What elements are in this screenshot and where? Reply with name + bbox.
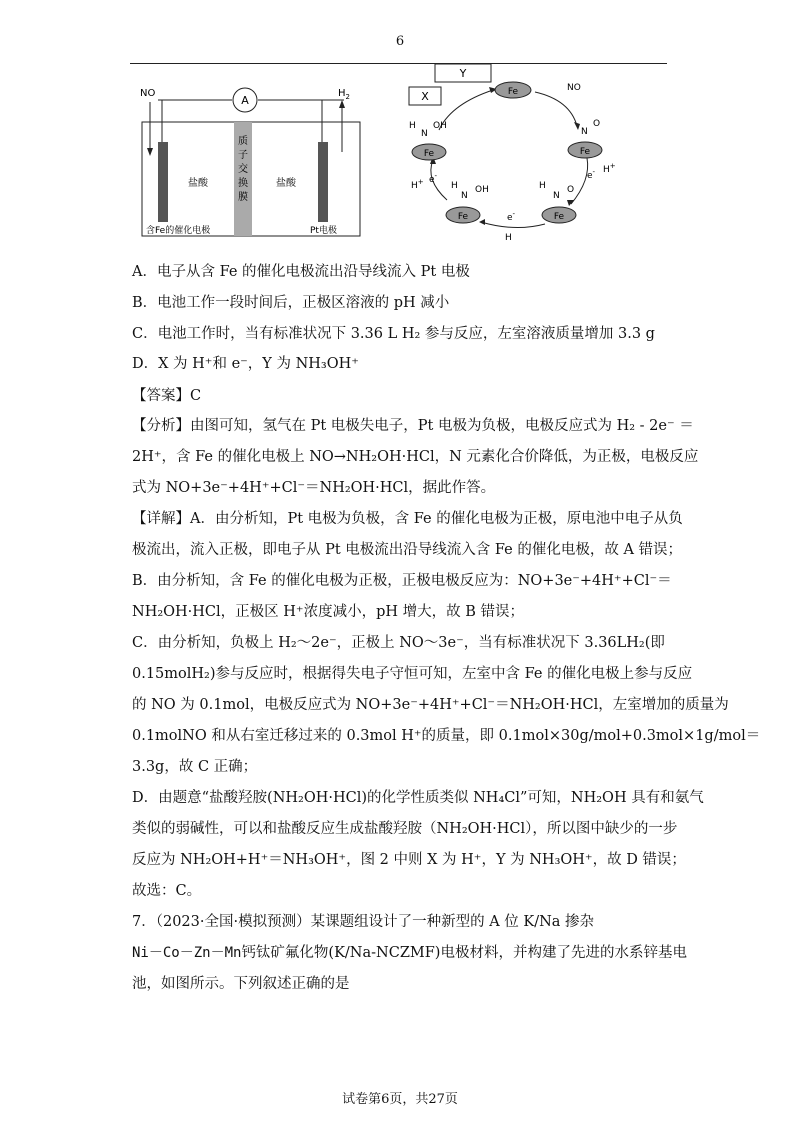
detail-line: 0.15molH₂)参与反应时，根据得失电子守恒可知，左室中含 Fe 的催化电极上参与反应 [132,666,693,682]
option-b: B．电池工作一段时间后，正极区溶液的 pH 减小 [132,295,450,311]
svg-text:换: 换 [238,178,248,189]
detail-line: 反应为 NH₂OH+H⁺＝NH₃OH⁺，图 2 中则 X 为 H⁺，Y 为 NH₃OH⁺，故 D 错误； [132,852,686,868]
detail-line: D．由题意“盐酸羟胺(NH₂OH·HCl)的化学性质类似 NH₄Cl”可知，NH₂OH 具有和氨气 [132,790,704,806]
option-a: A．电子从含 Fe 的催化电极流出沿导线流入 Pt 电极 [132,264,470,280]
arrow-2 [571,158,588,204]
ammeter-label: A [241,94,249,107]
pt-electrode-label: Pt电极 [310,226,337,236]
detail-line: 极流出，流入正极，即电子从 Pt 电极流出沿导线流入含 Fe 的催化电极，故 A 错误； [132,542,683,558]
arrow-1 [535,92,577,126]
svg-text:Fe: Fe [423,149,435,159]
svg-text:N: N [581,127,588,137]
svg-text:膜: 膜 [238,192,248,203]
arrow-3 [481,222,545,228]
no-label: NO [140,88,156,99]
h2-label: $H_2$ [338,88,350,101]
svg-text:N: N [553,191,560,201]
svg-text:Fe: Fe [579,147,591,157]
question-7-line: Ni－Co－Zn－Mn钙钛矿氟化物(K/Na-NCZMF)电极材料，并构建了先进的水系锌基电 [132,945,687,961]
pt-electrode [318,142,328,222]
svg-text:H: H [539,181,546,191]
svg-text:O: O [593,119,601,129]
svg-text:质: 质 [238,136,248,147]
svg-text:NO: NO [567,83,581,93]
svg-text:e-: e- [587,168,596,181]
svg-text:e-: e- [507,210,516,223]
arrow-5 [439,90,493,130]
detail-line: 【详解】A．由分析知，Pt 电极为负极，含 Fe 的催化电极为正极，原电池中电子从负 [132,511,683,527]
svg-text:N: N [461,191,468,201]
svg-text:Fe: Fe [507,87,519,97]
svg-text:Fe: Fe [553,212,565,222]
analysis-line: 2H⁺，含 Fe 的催化电极上 NO→NH₂OH·HCl，N 元素化合价降低，为正极，电极反应 [132,449,699,465]
detail-line: 的 NO 为 0.1mol，电极反应式为 NO+3e⁻+4H⁺+Cl⁻＝NH₂OH·HCl，左室增加的质量为 [132,697,729,713]
svg-text:H: H [409,121,416,131]
page-footer: 试卷第6页，共27页 [342,1092,458,1107]
fe-electrode-label: 含Fe的催化电极 [146,226,211,236]
detail-line: 3.3g，故 C 正确； [132,759,258,775]
analysis-line: 【分析】由图可知，氢气在 Pt 电极失电子，Pt 电极为负极，电极反应式为 H₂ - 2e⁻ ＝ [132,418,694,434]
option-c: C．电池工作时，当有标准状况下 3.36 L H₂ 参与反应，左室溶液质量增加 3.3 g [132,326,655,342]
svg-text:O: O [567,185,575,195]
option-d: D．X 为 H⁺和 e⁻，Y 为 NH₃OH⁺ [132,356,359,372]
svg-text:Y: Y [459,67,467,80]
svg-text:H: H [505,233,512,243]
catalytic-cycle-figure [395,60,670,245]
detail-line: 0.1molNO 和从右室迁移过来的 0.3mol H⁺的质量，即 0.1mol×30g/mol+0.3mol×1g/mol＝ [132,728,761,744]
svg-text:H: H [451,181,458,191]
question-7-line: 7．（2023·全国·模拟预测）某课题组设计了一种新型的 A 位 K/Na 掺杂 [132,914,595,930]
detail-line: NH₂OH·HCl，正极区 H⁺浓度减小，pH 增大，故 B 错误； [132,604,524,620]
detail-line: C．由分析知，负极上 H₂～2e⁻，正极上 NO～3e⁻，当有标准状况下 3.36LH₂(即 [132,635,665,651]
formula-ni-co-zn-mn: Ni－Co－Zn－Mn [132,945,242,961]
left-solution-label: 盐酸 [188,178,208,189]
fe-electrode [158,142,168,222]
svg-text:OH: OH [433,121,447,131]
svg-text:X: X [421,90,429,103]
svg-text:H+: H+ [411,178,424,191]
svg-text:N: N [421,129,428,139]
detail-line: 故选：C。 [132,883,202,899]
analysis-line: 式为 NO+3e⁻+4H⁺+Cl⁻＝NH₂OH·HCl，据此作答。 [132,480,496,496]
answer: 【答案】C [132,388,202,404]
detail-line: B．由分析知，含 Fe 的催化电极为正极，正极电极反应为：NO+3e⁻+4H⁺+Cl⁻＝ [132,573,672,589]
electrochemical-cell-figure [132,82,372,242]
svg-text:e-: e- [429,172,438,185]
detail-line: 类似的弱碱性，可以和盐酸反应生成盐酸羟胺（NH₂OH·HCl），所以图中缺少的一步 [132,821,678,837]
svg-text:H+: H+ [603,162,616,175]
svg-text:子: 子 [238,150,248,161]
question-7-line: 池，如图所示。下列叙述正确的是 [132,976,350,992]
right-solution-label: 盐酸 [276,178,296,189]
svg-text:OH: OH [475,185,489,195]
svg-text:交: 交 [238,164,248,175]
page-number: 6 [395,34,405,49]
svg-text:Fe: Fe [457,212,469,222]
